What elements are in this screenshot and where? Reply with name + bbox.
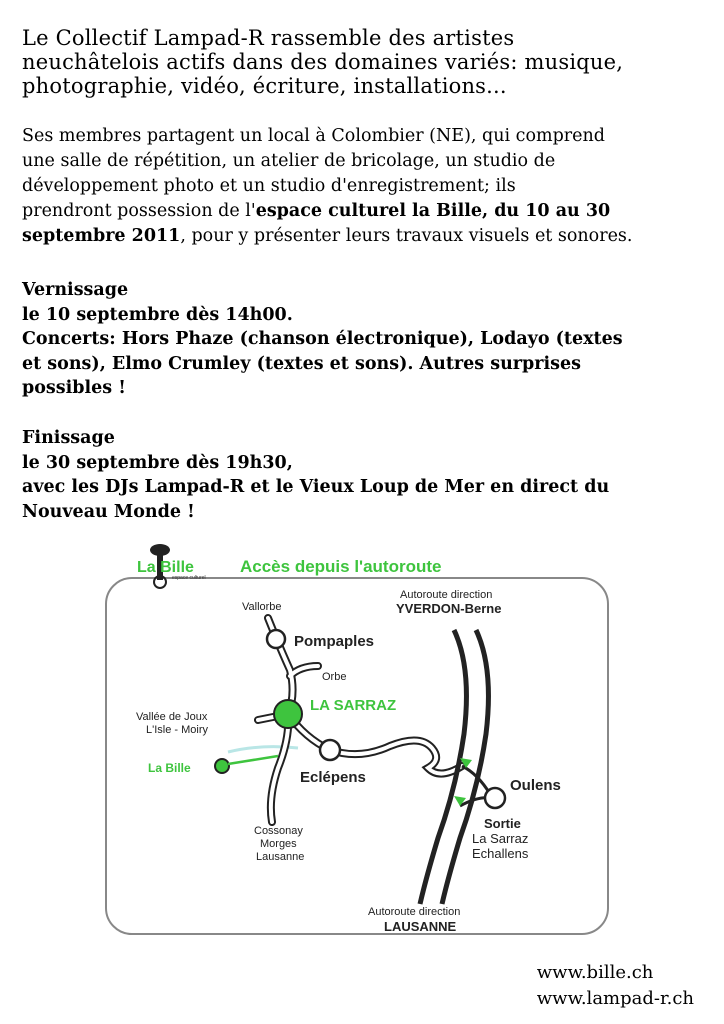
label-sortie-echallens: Echallens bbox=[472, 846, 529, 861]
link-bille[interactable]: www.bille.ch bbox=[536, 962, 654, 983]
description-line: développement photo et un studio d'enregistrement; ils bbox=[22, 176, 516, 196]
label-cossonay: Cossonay bbox=[254, 825, 303, 837]
vernissage-line: possibles ! bbox=[22, 378, 126, 398]
description-line: prendront possession de l'espace culturel la Bille, du 10 au 30 bbox=[22, 201, 611, 221]
logo-subtitle: espace culturel bbox=[172, 575, 206, 581]
label-yverdon-1: Autoroute direction bbox=[400, 589, 493, 601]
label-yverdon-2: YVERDON-Berne bbox=[396, 601, 502, 616]
eclepens-node bbox=[320, 740, 340, 760]
label-la-bille: La Bille bbox=[148, 761, 191, 775]
access-map bbox=[100, 538, 620, 944]
venue-dates-end: septembre 2011 bbox=[22, 226, 181, 246]
oulens-node bbox=[485, 788, 505, 808]
venue-dates: espace culturel la Bille, du 10 au 30 bbox=[255, 201, 611, 221]
description-line: septembre 2011, pour y présenter leurs travaux visuels et sonores. bbox=[22, 226, 633, 246]
label-sortie-la-sarraz: La Sarraz bbox=[472, 831, 529, 846]
description-paragraph bbox=[22, 124, 632, 249]
la-bille-node bbox=[215, 759, 229, 773]
label-vallee-joux: Vallée de Joux bbox=[136, 711, 208, 723]
label-sortie: Sortie bbox=[484, 816, 521, 831]
website-links bbox=[537, 960, 694, 1012]
intro-line: Le Collectif Lampad-R rassemble des artistes bbox=[22, 26, 515, 50]
la-bille-logo bbox=[137, 544, 206, 588]
map-title: Accès depuis l'autoroute bbox=[240, 557, 442, 576]
description-line: Ses membres partagent un local à Colombier (NE), qui comprend bbox=[22, 126, 605, 146]
label-isle-moiry: L'Isle - Moiry bbox=[146, 724, 208, 736]
label-la-sarraz: LA SARRAZ bbox=[310, 697, 397, 714]
description-line: une salle de répétition, un atelier de bricolage, un studio de bbox=[22, 151, 556, 171]
finissage-line: Nouveau Monde ! bbox=[22, 501, 195, 522]
label-lausanne-1: Autoroute direction bbox=[368, 906, 461, 918]
label-lausanne-small: Lausanne bbox=[256, 851, 305, 863]
label-eclepens: Eclépens bbox=[300, 769, 366, 786]
finissage-line: avec les DJs Lampad-R et le Vieux Loup de Mer en direct du bbox=[22, 477, 610, 497]
label-orbe: Orbe bbox=[322, 671, 347, 683]
vernissage-heading: Vernissage bbox=[22, 280, 129, 300]
label-lausanne-2: LAUSANNE bbox=[384, 919, 457, 934]
pompaples-node bbox=[267, 630, 285, 648]
link-lampad[interactable]: www.lampad-r.ch bbox=[536, 988, 694, 1009]
intro-paragraph bbox=[22, 26, 623, 98]
label-vallorbe: Vallorbe bbox=[242, 601, 282, 613]
finissage-section bbox=[22, 426, 609, 524]
label-morges: Morges bbox=[260, 838, 297, 850]
intro-line: neuchâtelois actifs dans des domaines variés: musique, bbox=[22, 50, 624, 74]
label-pompaples: Pompaples bbox=[294, 633, 375, 650]
intro-line: photographie, vidéo, écriture, installations... bbox=[22, 74, 507, 98]
label-oulens: Oulens bbox=[510, 777, 561, 794]
vernissage-line: et sons), Elmo Crumley (textes et sons). Autres surprises bbox=[22, 353, 581, 374]
la-sarraz-node bbox=[274, 700, 302, 728]
vernissage-section bbox=[22, 278, 623, 401]
logo-text: La Bille bbox=[137, 559, 194, 576]
vernissage-line: le 10 septembre dès 14h00. bbox=[22, 304, 293, 325]
finissage-heading: Finissage bbox=[22, 428, 115, 448]
vernissage-line: Concerts: Hors Phaze (chanson électronique), Lodayo (textes bbox=[22, 329, 623, 349]
finissage-line: le 30 septembre dès 19h30, bbox=[22, 452, 293, 473]
